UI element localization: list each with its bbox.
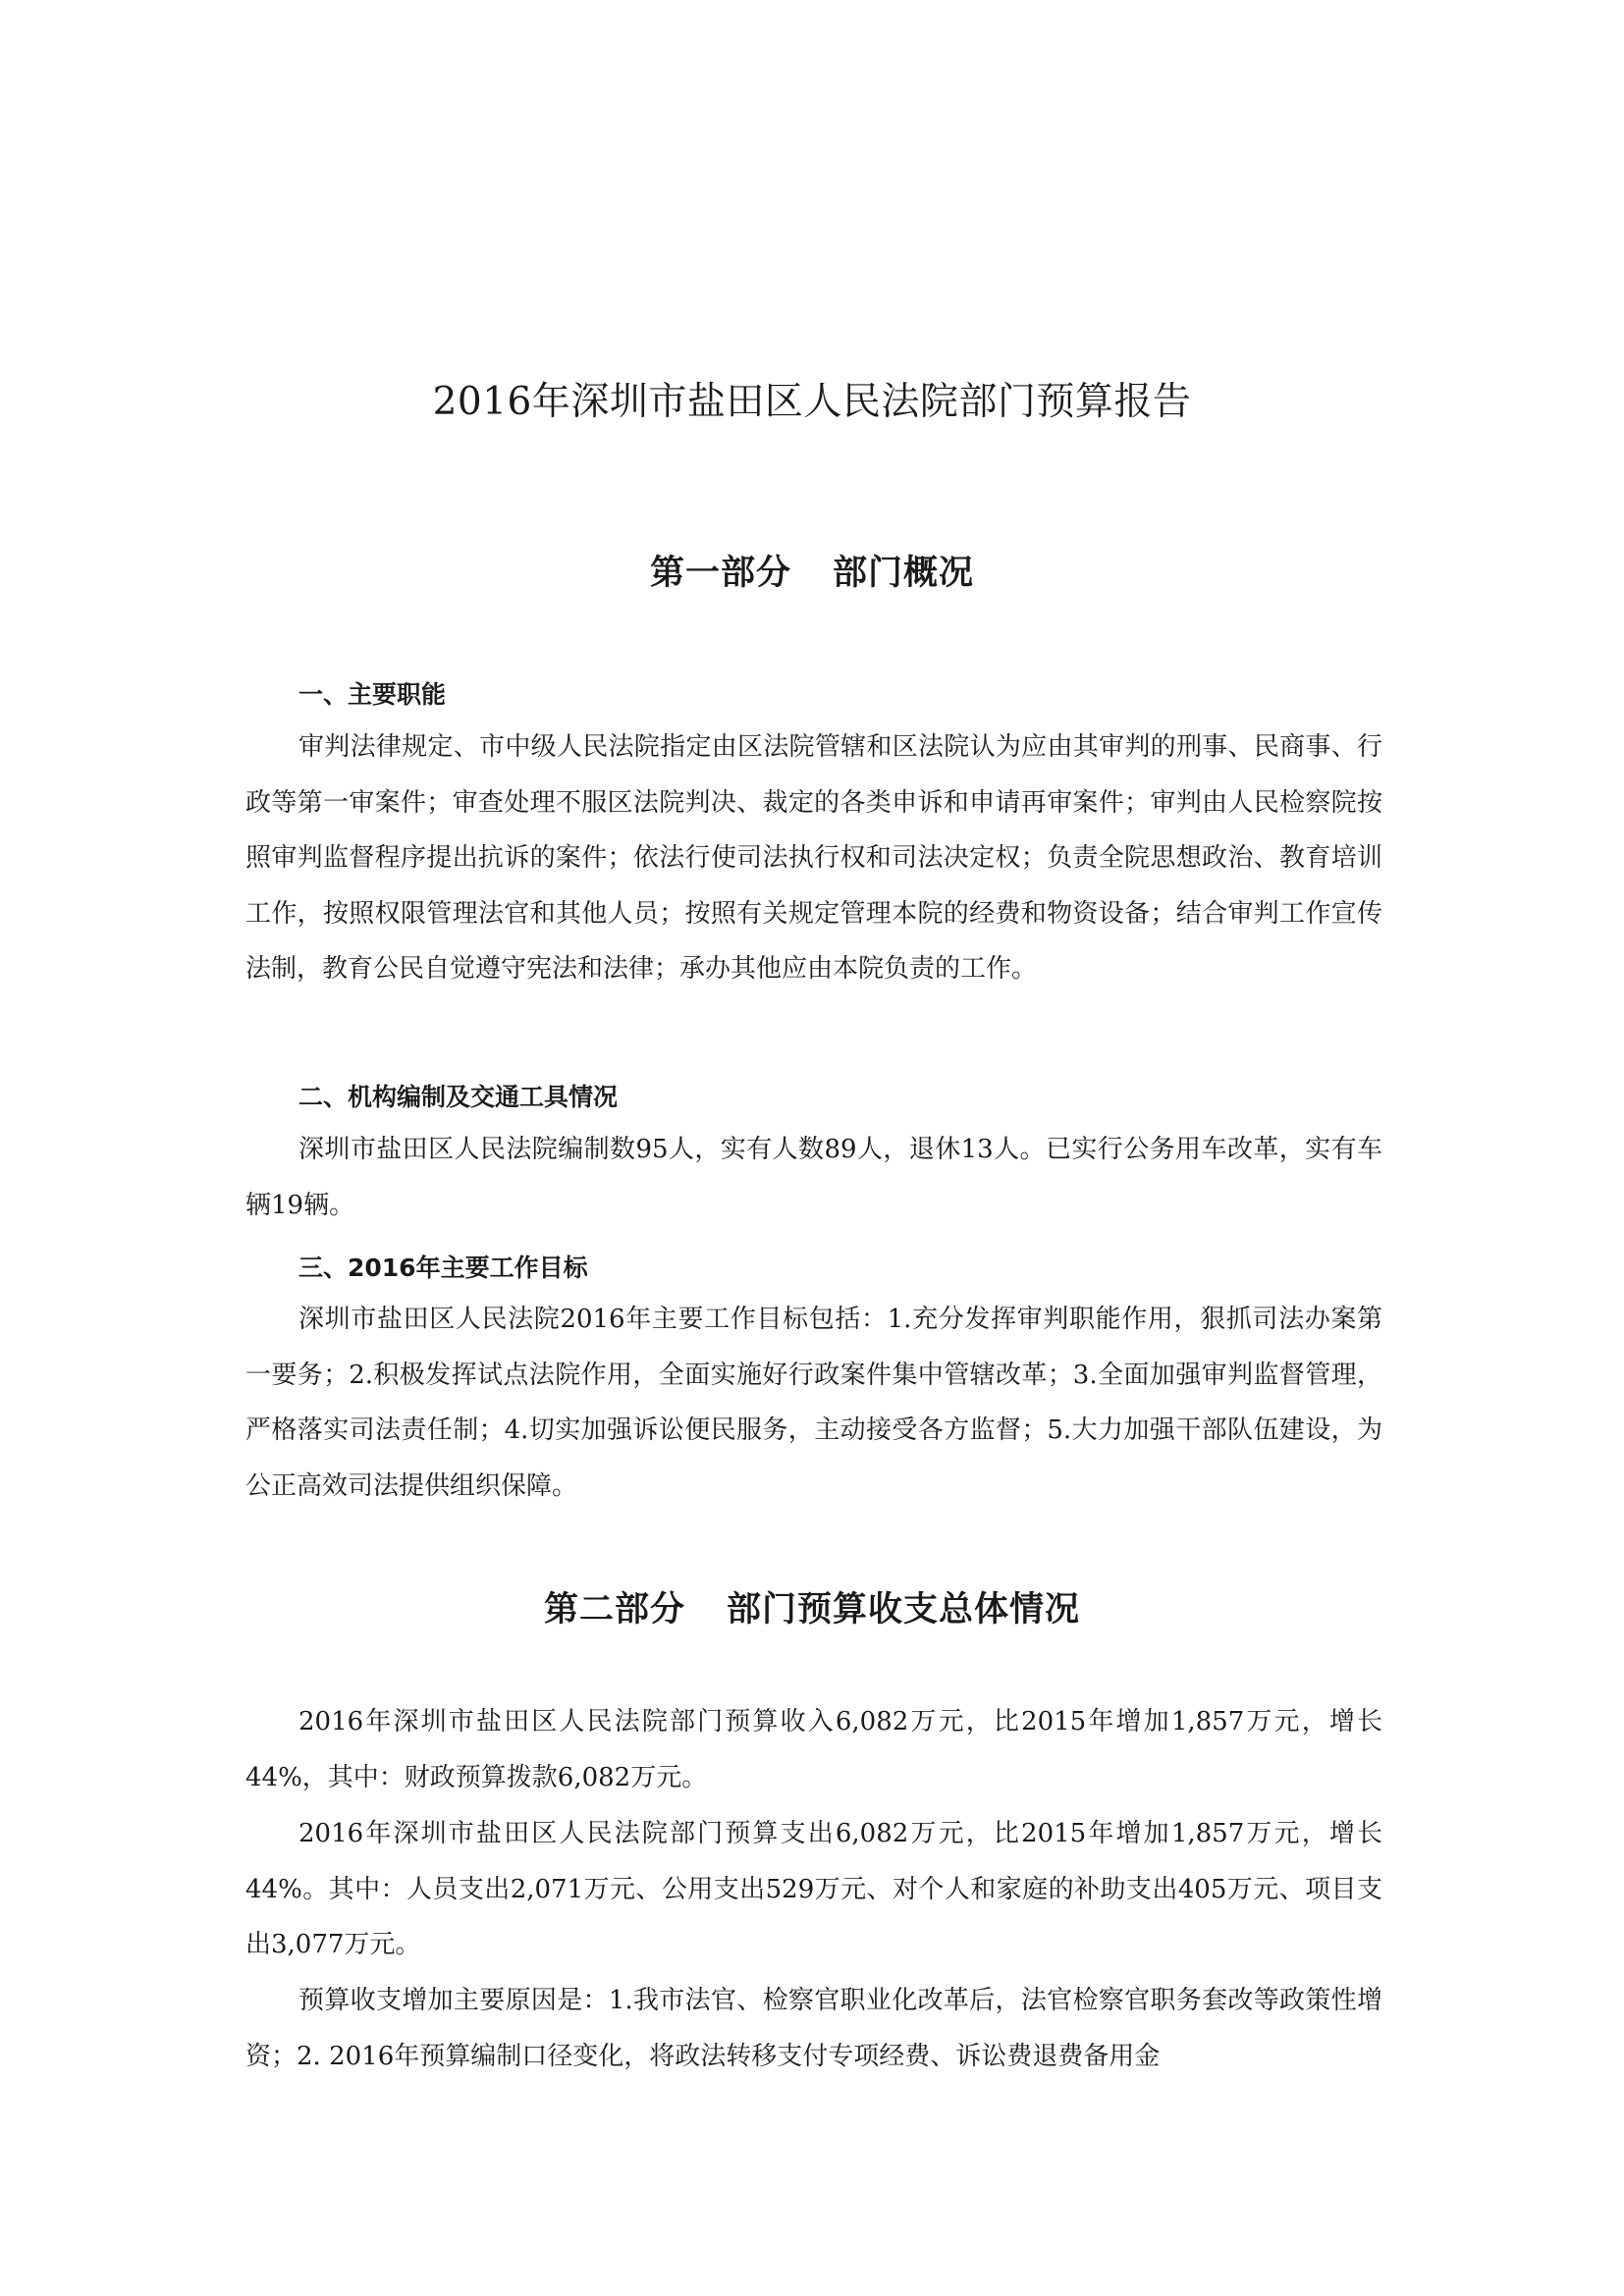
part1-label: 第一部分 (649, 554, 791, 593)
document-title: 2016年深圳市盐田区人民法院部门预算报告 (432, 380, 1192, 424)
section-heading-work-goals: 三、2016年主要工作目标 (298, 1254, 588, 1282)
part2-heading (0, 1582, 1624, 1631)
section-heading-staffing-vehicles: 二、机构编制及交通工具情况 (298, 1083, 619, 1111)
section-body-staffing-vehicles: 深圳市盐田区人民法院编制数95人，实有人数89人，退休13人。已实行公务用车改革，实有车辆19辆。 (245, 1135, 1382, 1220)
section-body-main-functions: 审判法律规定、市中级人民法院指定由区法院管辖和区法院认为应由其审判的刑事、民商事、行政等第一审案件；审查处理不服区法院判决、裁定的各类申诉和申请再审案件；审判由人民检察院按照审判监督程序提出抗诉的案件；依法行使司法执行权和司法决定权；负责全院思想政治、教育培训工作，按照权限管理法官和其他人员；按照有关规定管理本院的经费和物资设备；结合审判工作宣传法制，教育公民自觉遵守宪法和法律；承办其他应由本院负责的工作。 (245, 732, 1382, 984)
budget-income-paragraph: 2016年深圳市盐田区人民法院部门预算收入6,082万元，比2015年增加1,857万元，增长44%，其中：财政预算拨款6,082万元。 (245, 1707, 1382, 1792)
part1-heading (0, 546, 1624, 595)
part1-name: 部门概况 (833, 554, 975, 593)
section-body-work-goals: 深圳市盐田区人民法院2016年主要工作目标包括：1.充分发挥审判职能作用，狠抓司法办案第一要务；2.积极发挥试点法院作用，全面实施好行政案件集中管辖改革；3.全面加强审判监督管理，严格落实司法责任制；4.切实加强诉讼便民服务，主动接受各方监督；5.大力加强干部队伍建设，为公正高效司法提供组织保障。 (245, 1305, 1382, 1501)
section-heading-main-functions: 一、主要职能 (298, 680, 447, 709)
budget-expenditure-paragraph: 2016年深圳市盐田区人民法院部门预算支出6,082万元，比2015年增加1,857万元，增长44%。其中：人员支出2,071万元、公用支出529万元、对个人和家庭的补助支出405万元、项目支出3,077万元。 (245, 1819, 1382, 1959)
part2-label: 第二部分 (543, 1590, 685, 1629)
part2-name: 部门预算收支总体情况 (727, 1590, 1081, 1629)
budget-increase-reasons-paragraph: 预算收支增加主要原因是：1.我市法官、检察官职业化改革后，法官检察官职务套改等政策性增资；2. 2016年预算编制口径变化，将政法转移支付专项经费、诉讼费退费备用金 (245, 1986, 1382, 2071)
